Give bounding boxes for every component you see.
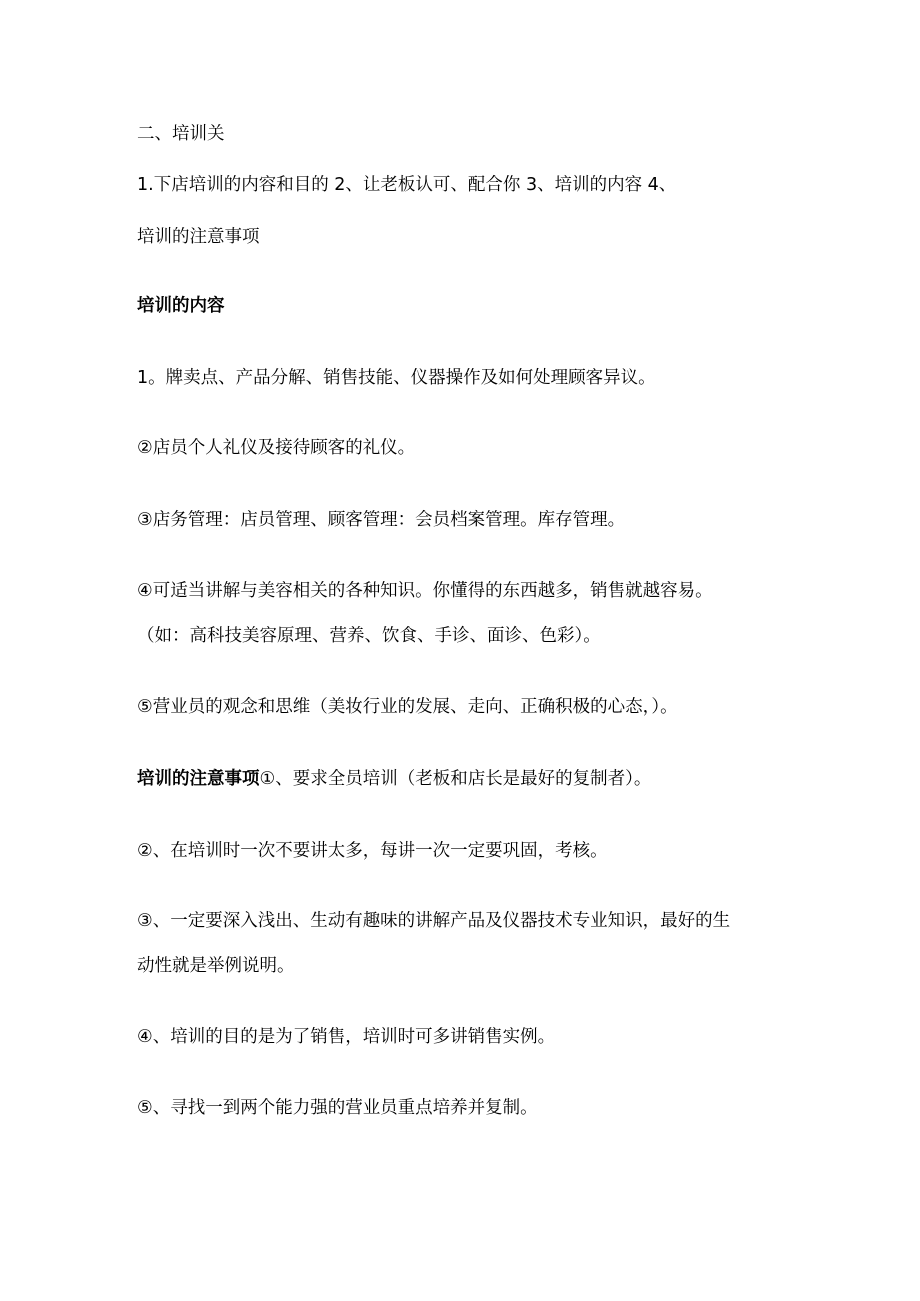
intro-line-1: 1.下店培训的内容和目的 2、让老板认可、配合你 3、培训的内容 4、 bbox=[137, 175, 677, 195]
notes-item-3-continuation: 动性就是举例说明。 bbox=[137, 956, 295, 976]
notes-item-1: ①、要求全员培训（老板和店长是最好的复制者）。 bbox=[259, 769, 652, 789]
notes-heading: 培训的注意事项 bbox=[137, 769, 260, 789]
content-item-2: ②店员个人礼仪及接待顾客的礼仪。 bbox=[137, 438, 416, 458]
content-item-4: ④可适当讲解与美容相关的各种知识。你懂得的东西越多，销售就越容易。 bbox=[137, 581, 713, 601]
content-item-1: 1。牌卖点、产品分解、销售技能、仪器操作及如何处理顾客异议。 bbox=[137, 368, 656, 388]
notes-item-4: ④、培训的目的是为了销售，培训时可多讲销售实例。 bbox=[137, 1027, 556, 1047]
section-heading: 二、培训关 bbox=[137, 124, 225, 144]
content-item-4-continuation: （如：高科技美容原理、营养、饮食、手诊、面诊、色彩）。 bbox=[137, 626, 601, 646]
content-heading: 培训的内容 bbox=[137, 296, 225, 316]
notes-item-3: ③、一定要深入浅出、生动有趣味的讲解产品及仪器技术专业知识，最好的生 bbox=[137, 911, 731, 931]
notes-item-2: ②、在培训时一次不要讲太多，每讲一次一定要巩固，考核。 bbox=[137, 841, 608, 861]
notes-item-5: ⑤、寻找一到两个能力强的营业员重点培养并复制。 bbox=[137, 1098, 538, 1118]
notes-first-line bbox=[137, 768, 651, 790]
content-item-5: ⑤营业员的观念和思维（美妆行业的发展、走向、正确积极的心态，）。 bbox=[137, 697, 678, 717]
content-item-3: ③店务管理：店员管理、顾客管理：会员档案管理。库存管理。 bbox=[137, 510, 626, 530]
intro-line-2: 培训的注意事项 bbox=[137, 227, 260, 247]
